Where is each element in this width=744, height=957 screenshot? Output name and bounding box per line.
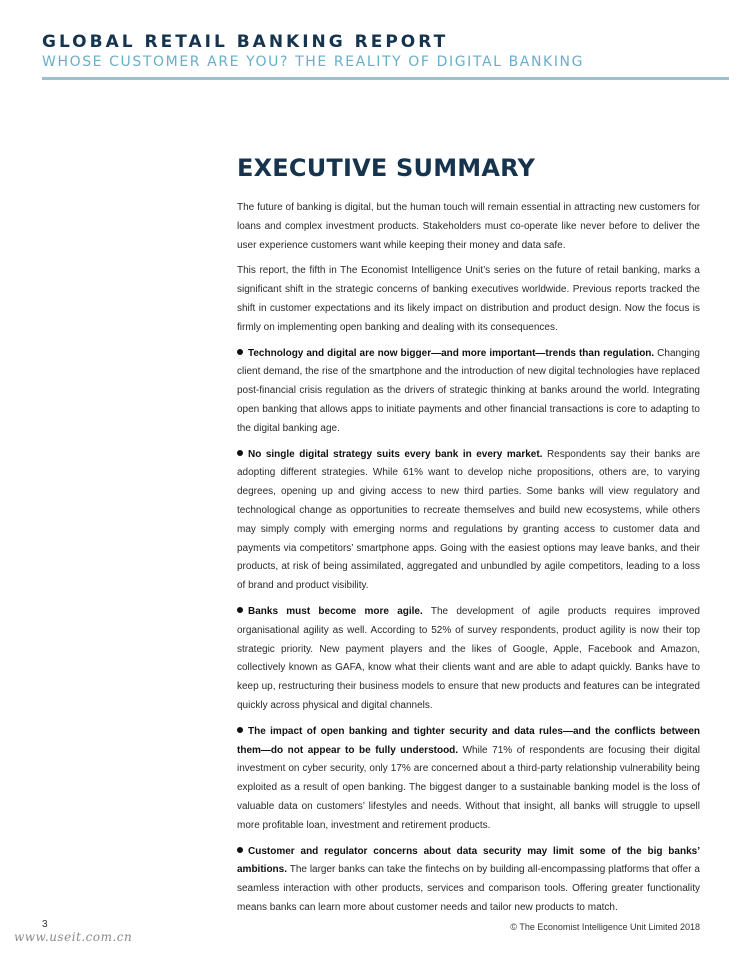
bullet-text: The larger banks can take the fintechs on by building all-encompassing platforms that offer a seamless interaction with other products, services and comparison tools. Offering greater functionality means banks can learn more about customer needs and tailor new products to match.	[237, 864, 700, 913]
bullet-item	[237, 446, 700, 596]
bullet-text: Respondents say their banks are adopting different strategies. While 61% want to develop niche propositions, others are, to varying degrees, opening up and giving access to new third parties. Some banks will view regulatory and technological change as opportunities to recreate themselves and build new ecosystems, while others may simply comply with emerging norms and regulations by granting access to customer data and payments via competitors’ smartphone apps. Going with the easiest options may leave banks, and their products, at risk of being assimilated, aggregated and unbundled by agile competitors, leading to a loss of brand and product visibility.	[237, 448, 701, 592]
bullet-lead: Banks must become more agile.	[248, 605, 423, 617]
watermark: www.useit.com.cn	[14, 930, 133, 944]
bullet-icon	[237, 727, 243, 733]
bullet-lead: No single digital strategy suits every bank in every market.	[248, 448, 543, 460]
bullet-icon	[237, 607, 243, 613]
bullet-lead: Technology and digital are now bigger—and more important—trends than regulation.	[248, 347, 655, 359]
page-number: 3	[42, 919, 48, 930]
bullet-lead: Customer and regulator concerns about data security may limit some of the big banks’ ambitions.	[237, 845, 700, 876]
report-title: GLOBAL RETAIL BANKING REPORT	[42, 32, 449, 52]
report-header	[42, 32, 729, 71]
report-subtitle: WHOSE CUSTOMER ARE YOU? THE REALITY OF DIGITAL BANKING	[42, 54, 585, 70]
bullet-icon	[237, 450, 243, 456]
bullet-item	[237, 843, 700, 918]
bullet-item	[237, 723, 700, 836]
bullet-item	[237, 345, 700, 439]
bullet-text: The development of agile products requires improved organisational agility as well. According to 52% of survey respondents, product agility is now their top strategic priority. New payment players and the likes of Google, Apple, Facebook and Amazon, collectively known as GAFA, know what their clients want and are able to adapt quickly. Banks have to keep up, restructuring their business models to ensure that new products and features can be integrated quickly across physical and digital channels.	[237, 605, 700, 711]
bullet-text: Changing client demand, the rise of the smartphone and the introduction of new digital technologies have replaced post-financial crisis regulation as the drivers of strategic thinking at banks around the world. Integrating open banking that allows apps to initiate payments and other financial transactions is core to adapting to the digital banking age.	[237, 347, 700, 434]
copyright-notice: © The Economist Intelligence Unit Limited 2018	[510, 922, 700, 932]
bullet-lead: The impact of open banking and tighter security and data rules—and the conflicts between them—do not appear to be fully understood.	[237, 725, 700, 756]
bullet-icon	[237, 847, 243, 853]
header-divider	[42, 77, 729, 80]
page-title: EXECUTIVE SUMMARY	[237, 154, 536, 182]
intro-paragraph-1: The future of banking is digital, but the human touch will remain essential in attracting new customers for loans and complex investment products. Stakeholders must co-operate like never before to deliver the user experience customers want while keeping their money and data safe.	[237, 202, 700, 251]
bullet-icon	[237, 349, 243, 355]
main-content	[237, 151, 700, 925]
intro-paragraph-2: This report, the fifth in The Economist Intelligence Unit’s series on the future of retail banking, marks a significant shift in the strategic concerns of banking executives worldwide. Previous reports tracked the shift in customer expectations and its likely impact on distribution and product design. Now the focus is firmly on implementing open banking and dealing with its consequences.	[237, 265, 700, 333]
bullet-item	[237, 603, 700, 716]
bullet-text: While 71% of respondents are focusing their digital investment on cyber security, only 17% are concerned about a third-party relationship vulnerability being exploited as a result of open banking. The biggest danger to a sustainable banking model is the loss of valuable data on customers’ lifestyles and needs. Without that insight, all banks will struggle to upsell more profitable loan, investment and retirement products.	[237, 744, 701, 831]
